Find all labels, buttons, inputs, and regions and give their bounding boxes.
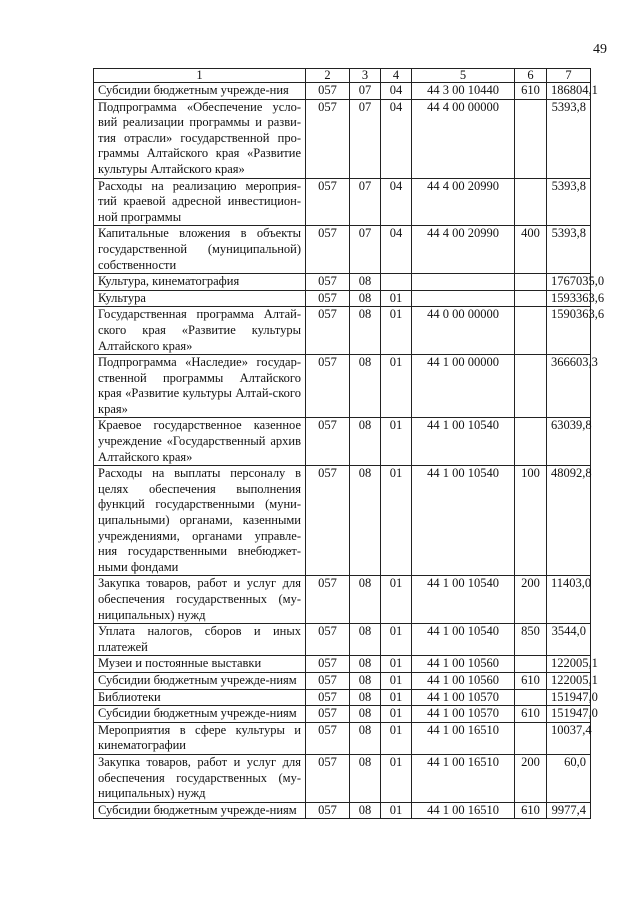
row-amount: 122005,1 [547, 672, 591, 689]
row-code-3: 08 [350, 466, 381, 576]
row-code-4: 01 [381, 576, 412, 624]
row-amount: 63039,8 [547, 418, 591, 466]
row-code-5: 44 1 00 10540 [412, 624, 515, 656]
row-code-5: 44 1 00 10560 [412, 672, 515, 689]
table-row [94, 307, 591, 355]
table-row [94, 99, 591, 178]
row-code-5: 44 1 00 10560 [412, 656, 515, 673]
row-code-3: 08 [350, 290, 381, 307]
row-code-3: 07 [350, 226, 381, 274]
row-amount: 5393,8 [547, 178, 591, 226]
row-code-2: 057 [306, 178, 350, 226]
row-amount: 366603,3 [547, 355, 591, 418]
row-name: Культура, кинематография [94, 274, 306, 291]
row-code-2: 057 [306, 802, 350, 819]
row-code-5: 44 1 00 16510 [412, 722, 515, 754]
row-code-4: 04 [381, 83, 412, 100]
row-code-6 [515, 689, 547, 706]
row-code-4: 01 [381, 307, 412, 355]
header-row [94, 69, 591, 83]
table-row [94, 418, 591, 466]
row-amount: 186804,1 [547, 83, 591, 100]
row-amount: 11403,0 [547, 576, 591, 624]
row-code-2: 057 [306, 226, 350, 274]
row-code-4: 01 [381, 672, 412, 689]
row-code-2: 057 [306, 466, 350, 576]
row-name: Субсидии бюджетным учрежде-ниям [94, 706, 306, 723]
table-row [94, 672, 591, 689]
row-amount: 151947,0 [547, 689, 591, 706]
row-code-5: 44 1 00 10540 [412, 466, 515, 576]
row-code-3: 08 [350, 355, 381, 418]
row-name: Государственная программа Алтай-ского края «Развитие культуры Алтайского края» [94, 307, 306, 355]
row-code-6: 100 [515, 466, 547, 576]
row-code-3: 08 [350, 418, 381, 466]
table-body [94, 83, 605, 819]
row-code-3: 08 [350, 754, 381, 802]
row-code-2: 057 [306, 307, 350, 355]
row-code-2: 057 [306, 624, 350, 656]
row-code-4: 04 [381, 178, 412, 226]
row-code-3: 08 [350, 624, 381, 656]
row-code-6 [515, 274, 547, 291]
row-amount: 48092,8 [547, 466, 591, 576]
row-code-2: 057 [306, 99, 350, 178]
row-name: Библиотеки [94, 689, 306, 706]
row-name: Культура [94, 290, 306, 307]
row-code-6 [515, 722, 547, 754]
row-code-3: 07 [350, 99, 381, 178]
row-name: Субсидии бюджетным учрежде-ния [94, 83, 306, 100]
row-code-5: 44 1 00 10540 [412, 418, 515, 466]
row-code-4: 01 [381, 689, 412, 706]
row-code-2: 057 [306, 722, 350, 754]
row-code-3: 08 [350, 802, 381, 819]
row-code-4: 01 [381, 418, 412, 466]
table-row [94, 290, 591, 307]
row-code-6 [515, 418, 547, 466]
row-code-6: 850 [515, 624, 547, 656]
row-code-2: 057 [306, 418, 350, 466]
row-code-4: 01 [381, 290, 412, 307]
table-row [94, 83, 591, 100]
header-cell: 7 [547, 69, 591, 83]
row-code-5: 44 0 00 00000 [412, 307, 515, 355]
row-name: Закупка товаров, работ и услуг для обеспечения государственных (му-ниципальных) нужд [94, 754, 306, 802]
row-name: Подпрограмма «Наследие» государ-ственной программы Алтайского края «Развитие культуры Алтай-ского края» [94, 355, 306, 418]
row-code-3: 08 [350, 274, 381, 291]
row-code-3: 08 [350, 576, 381, 624]
row-code-4: 01 [381, 466, 412, 576]
table-row [94, 754, 591, 802]
table-row [94, 355, 591, 418]
row-code-2: 057 [306, 290, 350, 307]
row-code-4: 01 [381, 706, 412, 723]
table-row [94, 689, 591, 706]
row-name: Закупка товаров, работ и услуг для обеспечения государственных (му-ниципальных) нужд [94, 576, 306, 624]
row-code-5 [412, 290, 515, 307]
row-code-2: 057 [306, 754, 350, 802]
header-cell: 5 [412, 69, 515, 83]
row-code-6 [515, 307, 547, 355]
row-amount: 1590363,6 [547, 307, 591, 355]
row-amount: 1593363,6 [547, 290, 591, 307]
row-code-4: 01 [381, 624, 412, 656]
row-code-5: 44 1 00 00000 [412, 355, 515, 418]
header-cell: 1 [94, 69, 306, 83]
row-name: Капитальные вложения в объекты государственной (муниципальной) собственности [94, 226, 306, 274]
row-name: Субсидии бюджетным учрежде-ниям [94, 802, 306, 819]
table-row [94, 624, 591, 656]
row-code-4: 01 [381, 754, 412, 802]
row-amount: 122005,1 [547, 656, 591, 673]
budget-table [93, 68, 605, 819]
header-cell: 6 [515, 69, 547, 83]
row-amount: 5393,8 [547, 226, 591, 274]
table-row [94, 466, 591, 576]
table-row [94, 226, 591, 274]
row-code-6: 400 [515, 226, 547, 274]
row-code-4: 01 [381, 722, 412, 754]
table-row [94, 274, 591, 291]
row-code-3: 08 [350, 656, 381, 673]
row-code-5: 44 3 00 10440 [412, 83, 515, 100]
row-code-2: 057 [306, 656, 350, 673]
row-code-5: 44 1 00 10570 [412, 689, 515, 706]
row-code-5: 44 1 00 10540 [412, 576, 515, 624]
row-code-6: 200 [515, 754, 547, 802]
table-row [94, 802, 591, 819]
row-name: Подпрограмма «Обеспечение усло-вий реализации программы и разви-тия отрасли» государственной про-граммы Алтайского края «Развитие культуры Алтайского края» [94, 99, 306, 178]
row-code-4: 01 [381, 802, 412, 819]
row-code-4 [381, 274, 412, 291]
table-row [94, 706, 591, 723]
table-row [94, 576, 591, 624]
row-code-6: 610 [515, 672, 547, 689]
row-name: Мероприятия в сфере культуры и кинематографии [94, 722, 306, 754]
table-row [94, 722, 591, 754]
table-row [94, 656, 591, 673]
row-name: Краевое государственное казенное учреждение «Государственный архив Алтайского края» [94, 418, 306, 466]
row-code-3: 07 [350, 83, 381, 100]
row-code-5: 44 4 00 20990 [412, 178, 515, 226]
row-code-4: 01 [381, 656, 412, 673]
row-code-2: 057 [306, 706, 350, 723]
row-code-3: 08 [350, 307, 381, 355]
row-code-2: 057 [306, 274, 350, 291]
row-code-5 [412, 274, 515, 291]
row-code-5: 44 1 00 16510 [412, 802, 515, 819]
row-name: Субсидии бюджетным учрежде-ниям [94, 672, 306, 689]
row-amount: 60,0 [547, 754, 591, 802]
row-code-3: 08 [350, 672, 381, 689]
row-name: Уплата налогов, сборов и иных платежей [94, 624, 306, 656]
header-cell: 3 [350, 69, 381, 83]
row-code-5: 44 1 00 10570 [412, 706, 515, 723]
row-code-2: 057 [306, 83, 350, 100]
row-code-3: 07 [350, 178, 381, 226]
row-code-3: 08 [350, 689, 381, 706]
row-amount: 151947,0 [547, 706, 591, 723]
row-name: Музеи и постоянные выставки [94, 656, 306, 673]
row-code-4: 04 [381, 226, 412, 274]
row-code-5: 44 1 00 16510 [412, 754, 515, 802]
row-code-6: 610 [515, 802, 547, 819]
row-code-6: 200 [515, 576, 547, 624]
row-code-5: 44 4 00 20990 [412, 226, 515, 274]
table-row [94, 178, 591, 226]
row-code-5: 44 4 00 00000 [412, 99, 515, 178]
row-code-2: 057 [306, 576, 350, 624]
row-amount: 3544,0 [547, 624, 591, 656]
row-amount: 1767035,0 [547, 274, 591, 291]
row-code-6: 610 [515, 706, 547, 723]
row-amount: 10037,4 [547, 722, 591, 754]
row-code-2: 057 [306, 355, 350, 418]
header-cell: 4 [381, 69, 412, 83]
row-code-6: 610 [515, 83, 547, 100]
row-code-2: 057 [306, 672, 350, 689]
row-code-4: 04 [381, 99, 412, 178]
row-code-6 [515, 290, 547, 307]
header-cell: 2 [306, 69, 350, 83]
row-code-6 [515, 355, 547, 418]
row-code-3: 08 [350, 722, 381, 754]
row-amount: 5393,8 [547, 99, 591, 178]
row-code-6 [515, 99, 547, 178]
row-name: Расходы на реализацию мероприя-тий краевой адресной инвестицион-ной программы [94, 178, 306, 226]
row-code-3: 08 [350, 706, 381, 723]
page-number: 49 [593, 42, 607, 57]
row-code-6 [515, 178, 547, 226]
row-code-4: 01 [381, 355, 412, 418]
row-name: Расходы на выплаты персоналу в целях обеспечения выполнения функций государственными (муни-ципальными) органами, казенными учреждениями, органами управле-ния государственными внебюджет-ными фондами [94, 466, 306, 576]
row-code-2: 057 [306, 689, 350, 706]
row-code-6 [515, 656, 547, 673]
row-amount: 9977,4 [547, 802, 591, 819]
